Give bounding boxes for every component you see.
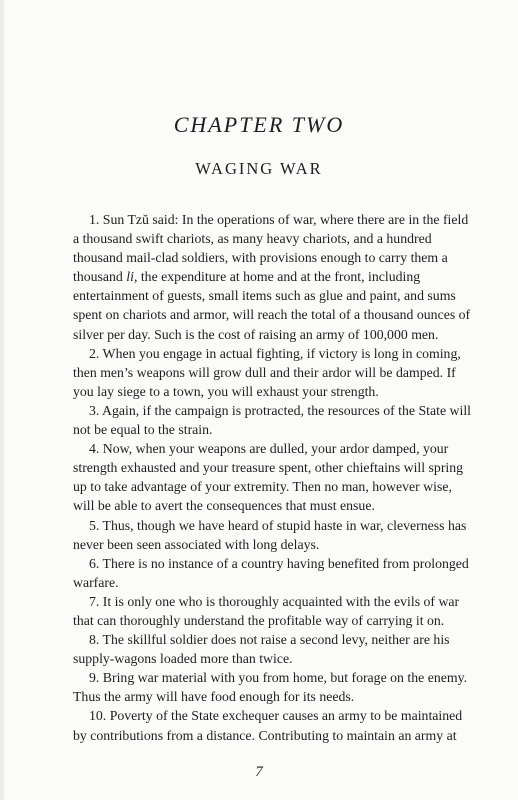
paragraph-6: 6. There is no instance of a country having benefited from prolonged warfare. bbox=[73, 555, 469, 590]
paragraph-5: 5. Thus, though we have heard of stupid haste in war, cleverness has never been seen associated with long delays. bbox=[73, 517, 467, 552]
paragraph-1: 1. Sun Tzŭ said: In the operations of war, where there are in the field a thousand swift chariots, as many heavy chariots, and a hundred thousand mail-clad soldiers, with provisions enough to carry them a thousand li, the expenditure at home and at the front, including entertainment of guests, small items such as glue and paint, and sums spent on chariots and armor, will reach the total of a thousand ounces of silver per day. Such is the cost of raising an army of 100,000 men. bbox=[73, 212, 471, 342]
chapter-subtitle: WAGING WAR bbox=[195, 159, 323, 178]
paragraph-8: 8. The skillful soldier does not raise a second levy, neither are his supply-wagons loaded more than twice. bbox=[73, 632, 450, 667]
paragraph-3: 3. Again, if the campaign is protracted, the resources of the State will not be equal to the strain. bbox=[73, 402, 471, 438]
paragraph-9: 9. Bring war material with you from home, but forage on the enemy. Thus the army will have food enough for its needs. bbox=[73, 670, 468, 705]
paragraph-10: 10. Poverty of the State exchequer causes an army to be maintained by contributions from a distance. Contributing to maintain an army at bbox=[73, 708, 463, 743]
paragraph-4: 4. Now, when your weapons are dulled, your ardor damped, your strength exhausted and your treasure spent, other chieftains will spring up to take advantage of your extremity. Then no man, however wise, will be able to avert the consequences that must ensue. bbox=[73, 441, 464, 514]
paragraph-2: 2. When you engage in actual fighting, if victory is long in coming, then men’s weapons will grow dull and their ardor will be damped. If you lay siege to a town, you will exhaust your strength. bbox=[73, 345, 461, 399]
italic-term: li bbox=[126, 269, 134, 285]
paragraph-7: 7. It is only one who is thoroughly acquainted with the evils of war that can thoroughly understand the profitable way of carrying it on. bbox=[73, 593, 460, 628]
page-number: 7 bbox=[255, 764, 263, 780]
chapter-title: CHAPTER TWO bbox=[173, 112, 345, 137]
body-text bbox=[73, 210, 475, 745]
